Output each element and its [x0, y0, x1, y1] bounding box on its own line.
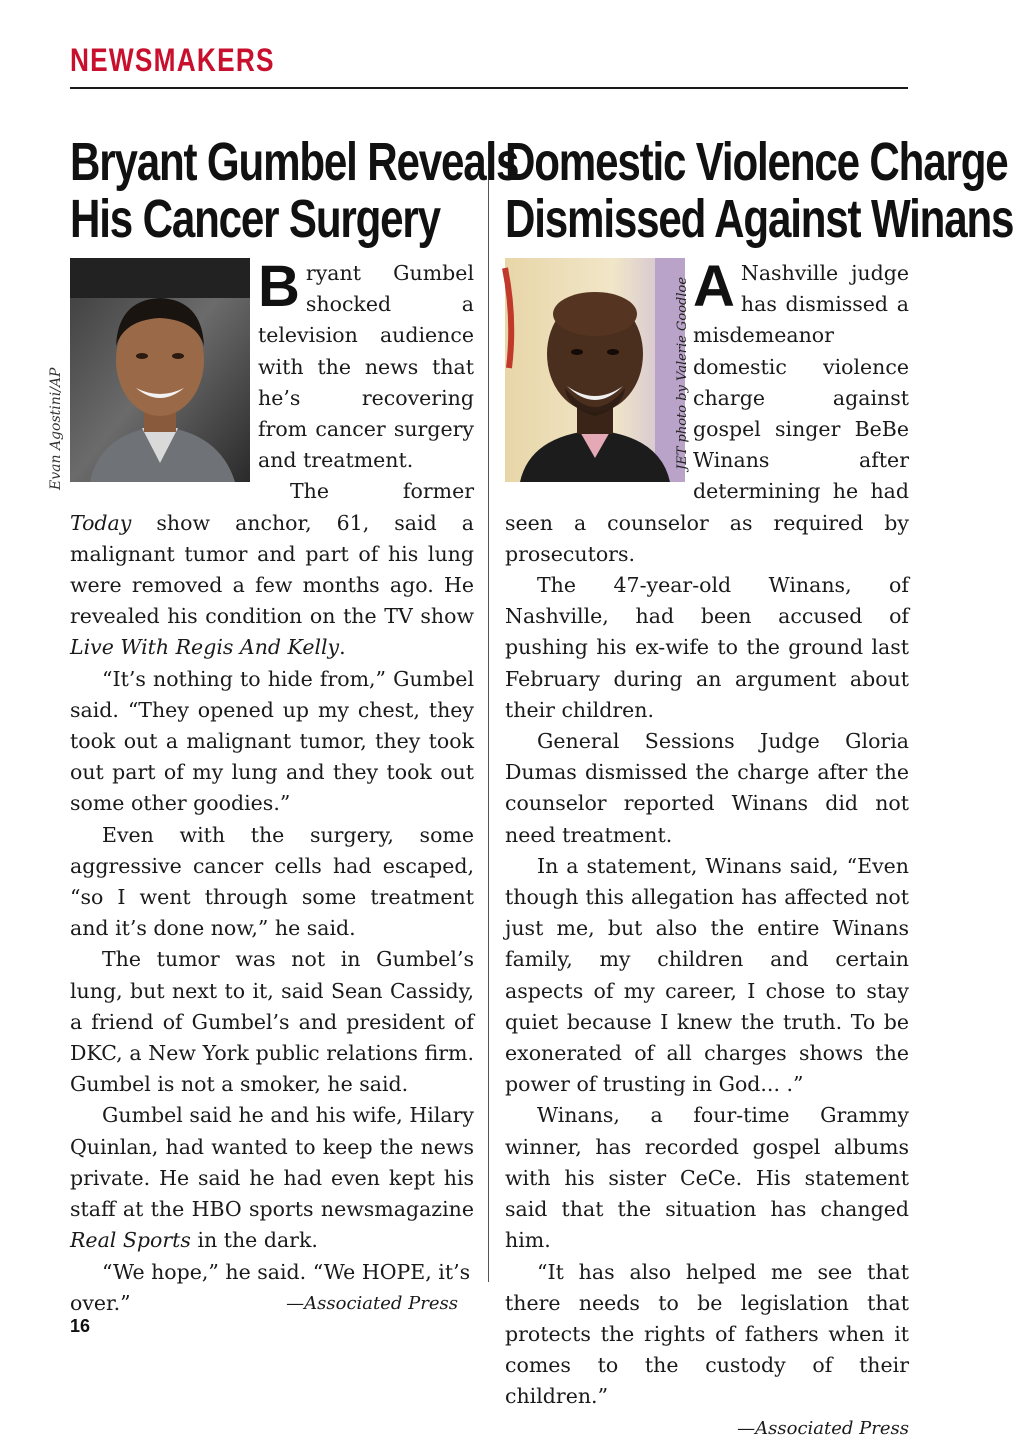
article-2-signature: —Associated Press	[737, 1417, 909, 1439]
column-divider	[488, 142, 489, 1282]
article-2-body	[505, 254, 909, 1444]
article-1-headline: Bryant Gumbel Reveals His Cancer Surgery	[70, 132, 519, 249]
article-2-paragraph: In a statement, Winans said, “Even though this allegation has affected not just me, but also the entire Winans family, my children and certain aspects of my career, I chose to stay quiet because I knew the truth. To be exonerated of all charges shows the power of trusting in God... .”	[505, 853, 909, 1097]
article-2-paragraph: General Sessions Judge Gloria Dumas dismissed the charge after the counselor reported Winans did not need treatment.	[505, 729, 909, 847]
article-2-paragraph: Winans, a four-time Grammy winner, has recorded gospel albums with his sister CeCe. His statement said that the situation has changed him.	[505, 1103, 909, 1253]
article-1-paragraph: Even with the surgery, some aggressive cancer cells had escaped, “so I went through some treatment and it’s done now,” he said.	[70, 822, 474, 941]
article-2-headline: Domestic Violence Charge Dismissed Against Winans	[505, 132, 1013, 249]
portrait-image	[505, 258, 685, 482]
article-2-paragraph: The 47-year-old Winans, of Nashville, had been accused of pushing his ex-wife to the ground last February during an argument about their children.	[505, 573, 909, 722]
article-1-body	[70, 254, 474, 1319]
header-rule	[70, 87, 908, 89]
article-1-paragraph: Gumbel said he and his wife, Hilary Quinlan, had wanted to keep the news private. He said he had even kept his staff at the HBO sports newsmagazine Real Sports in the dark.	[70, 1103, 474, 1253]
article-2-paragraph: A Nashville judge has dismissed a misdemeanor domestic violence charge against gospel singer BeBe Winans after determining he had seen a counselor as required by prosecutors.	[505, 254, 909, 566]
article-1-paragraph: “It’s nothing to hide from,” Gumbel said. “They opened up my chest, they took out a malignant tumor, they took out part of my lung and they took out some other goodies.”	[70, 666, 474, 816]
dropcap: B	[258, 254, 300, 319]
bebe-winans-photo	[505, 258, 690, 482]
article-2-photo-credit: JET photo by Valerie Goodloe	[675, 276, 690, 470]
bryant-gumbel-photo	[70, 258, 250, 482]
article-1-signature: —Associated Press	[286, 1292, 458, 1314]
page-number: 16	[70, 1316, 91, 1336]
article-1-paragraph: The former Today show anchor, 61, said a malignant tumor and part of his lung were removed a few months ago. He revealed his condition on the TV show Live With Regis And Kelly.	[70, 479, 474, 660]
dropcap: A	[693, 254, 735, 319]
article-1-paragraph: The tumor was not in Gumbel’s lung, but next to it, said Sean Cassidy, a friend of Gumbel’s and president of DKC, a New York public relations firm. Gumbel is not a smoker, he said.	[70, 947, 474, 1097]
article-1-photo-credit: Evan Agostini/AP	[48, 367, 64, 490]
article-1-paragraph: Bryant Gumbel shocked a television audience with the news that he’s recovering from cancer surgery and treatment.	[258, 254, 474, 473]
article-2-paragraph: “It has also helped me see that there needs to be legislation that protects the rights of fathers when it comes to the custody of their children.”	[505, 1259, 909, 1409]
section-label: NEWSMAKERS	[70, 42, 275, 78]
article-1-paragraph: “We hope,” he said. “We HOPE, it’s over.” —Associated Press	[70, 1257, 474, 1319]
portrait-image	[70, 258, 250, 482]
